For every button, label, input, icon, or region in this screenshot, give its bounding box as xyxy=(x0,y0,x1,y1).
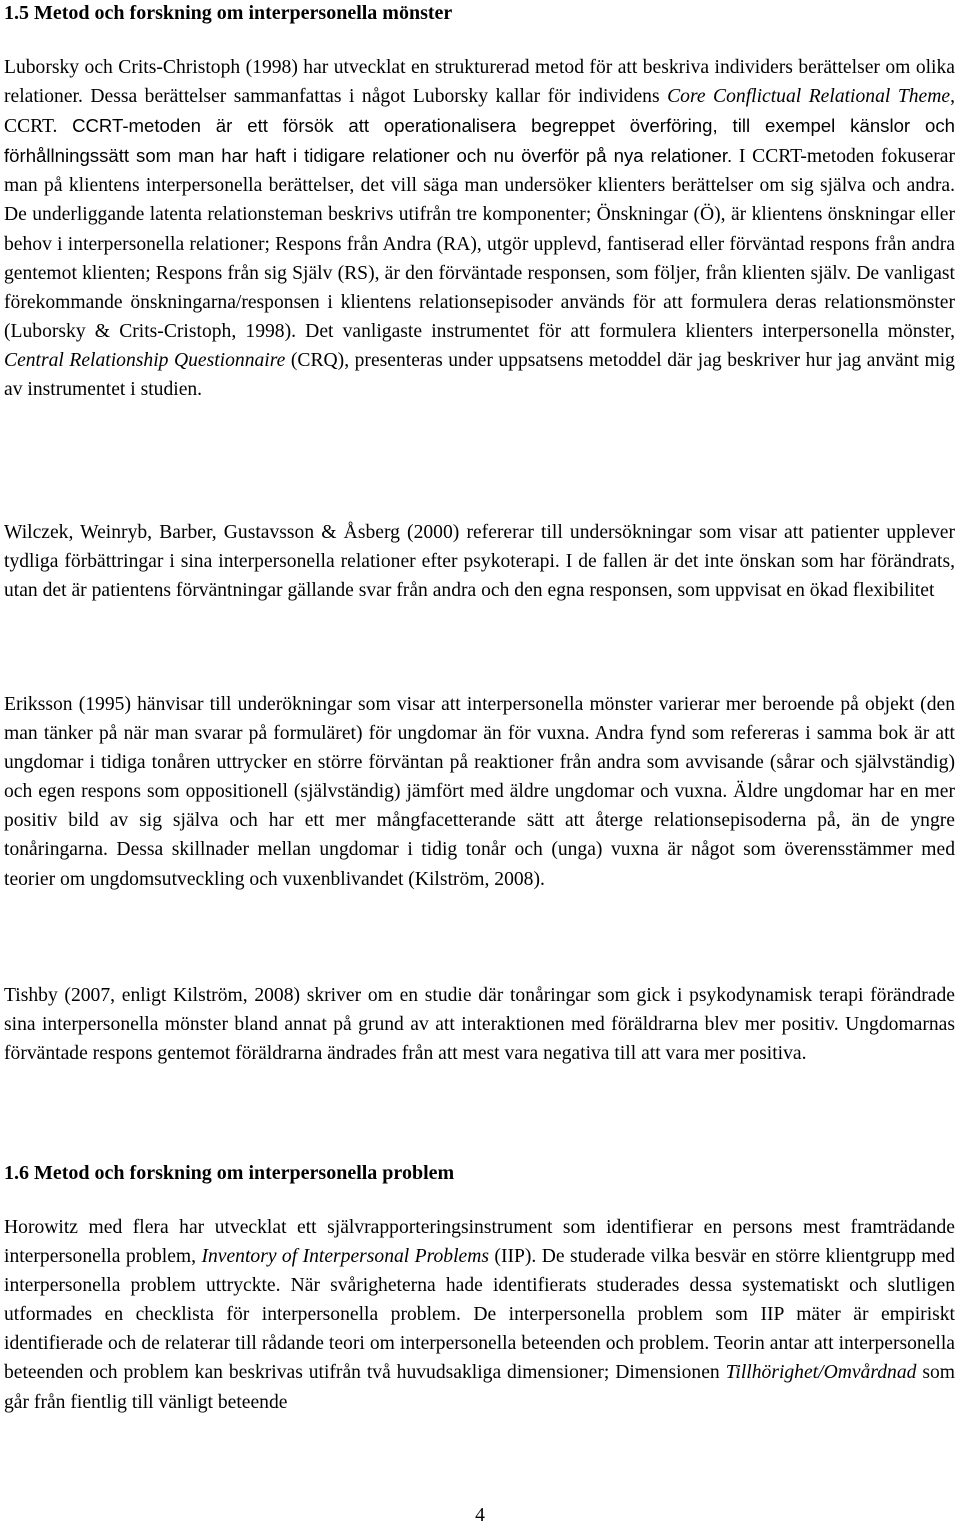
emphasis-term: Core Conflictual Relational Theme xyxy=(667,86,951,108)
section-heading-1-6: 1.6 Metod och forskning om interpersonella problem xyxy=(4,1162,455,1184)
paragraph-text: Luborsky och Crits-Christoph (1998) har utvecklat en strukturerad metod för att beskriva individers berättelser om olika relationer. Dessa berättelser sammanfattas i något Luborsky kallar för individens xyxy=(4,57,955,108)
paragraph-text: (CRQ), presenteras under uppsatsens metoddel där jag beskriver hur jag använt mig av instrumentet i studien. xyxy=(4,349,955,401)
paragraph-wilczek: Wilczek, Weinryb, Barber, Gustavsson & Åsberg (2000) refererar till undersökningar som visar att patienter upplever tydliga förbättringar i sina interpersonella relationer efter psykoterapi. I de fallen är det inte önskan som har förändrats, utan det är patientens förväntningar gällande svar från andra och den egna responsen, som uppvisat en ökad flexibilitet xyxy=(4,522,955,602)
paragraph-text: Horowitz med flera har utvecklat ett självrapporteringsinstrument som identifierar en persons mest framträdande interpersonella problem, xyxy=(4,1217,955,1268)
page-number: 4 xyxy=(475,1505,485,1526)
paragraph-eriksson: Eriksson (1995) hänvisar till underökningar som visar att interpersonella mönster varierar mer beroende på objekt (den man tänker på när man svarar på formuläret) för ungdomar än för vuxna. Andra fynd som refereras i samma bok är att ungdomar i tidiga tonåren uttrycker en större förväntan på reaktioner från andra som avvisande (sårar och självständig) och egen respons som oppositionell (självständig) jämfört med äldre ungdomar och vuxna. Äldre ungdomar har en mer positiv bild av sig själva och har ett mer mångfacetterande sätt att återge relationsepisoderna på, än de yngre tonåringarna. Dessa skillnader mellan ungdomar i tidig tonår och (unga) vuxna är något som överensstämmer med teorier om ungdomsutveckling och vuxenblivandet (Kilström, 2008). xyxy=(4,694,955,890)
emphasis-term: Tillhörighet/Omvårdnad xyxy=(725,1362,917,1384)
paragraph-text-sans: CCRT-metoden är ett försök att operationalisera begreppet överföring, till exempel känslor och förhållningssätt som man har haft i tidigare relationer och nu överför på nya relationer. xyxy=(4,115,955,167)
paragraph-text: I CCRT-metoden fokuserar man på klientens interpersonella berättelser, det vill säga man undersöker klienters berättelser om sig själva och andra. De underliggande latenta relationsteman beskrivs utifrån tre komponenter; Önskningar (Ö), är klientens önskningar eller behov i interpersonella relationer; Respons från Andra (RA), utgör upplevd, fantiserad eller förväntad respons från andra gentemot klienten; Respons från sig Själv (RS), är den förväntade responsen, som följer, från klienten själv. De vanligast förekommande önskningarna/responsen i klientens relationsepisoder används för att formulera deras relationsmönster (Luborsky & Crits-Cristoph, 1998). Det vanligaste instrumentet för att formulera klienters interpersonella mönster, xyxy=(4,146,955,342)
paragraph-horowitz xyxy=(4,1213,955,1417)
paragraph-text: , CCRT. xyxy=(4,86,955,138)
paragraph-text: som går från fientlig till vänligt beteende xyxy=(4,1362,955,1413)
emphasis-term: Inventory of Interpersonal Problems xyxy=(201,1246,490,1268)
emphasis-term: Central Relationship Questionnaire xyxy=(4,349,286,371)
section-heading-1-5: 1.5 Metod och forskning om interpersonella mönster xyxy=(4,2,453,24)
paragraph-text: (IIP). De studerade vilka besvär en större klientgrupp med interpersonella problem uttryckte. När svårigheterna hade identifierats studerades dessa systematiskt och slutligen utformades en checklista för interpersonella problem. De interpersonella problem som IIP mäter är empiriskt identifierade och de relaterar till rådande teori om interpersonella beteenden och problem. Teorin antar att interpersonella beteenden och problem kan beskrivas utifrån två huvudsakliga dimensioner; Dimensionen xyxy=(4,1246,955,1384)
paragraph-tishby: Tishby (2007, enligt Kilström, 2008) skriver om en studie där tonåringar som gick i psykodynamisk terapi förändrade sina interpersonella mönster bland annat på grund av att interaktionen med föräldrarna blev mer positiv. Ungdomarnas förväntade respons gentemot föräldrarna ändrades från att mest vara negativa till att vara mer positiva. xyxy=(4,985,955,1065)
paragraph-ccrt xyxy=(4,53,955,404)
